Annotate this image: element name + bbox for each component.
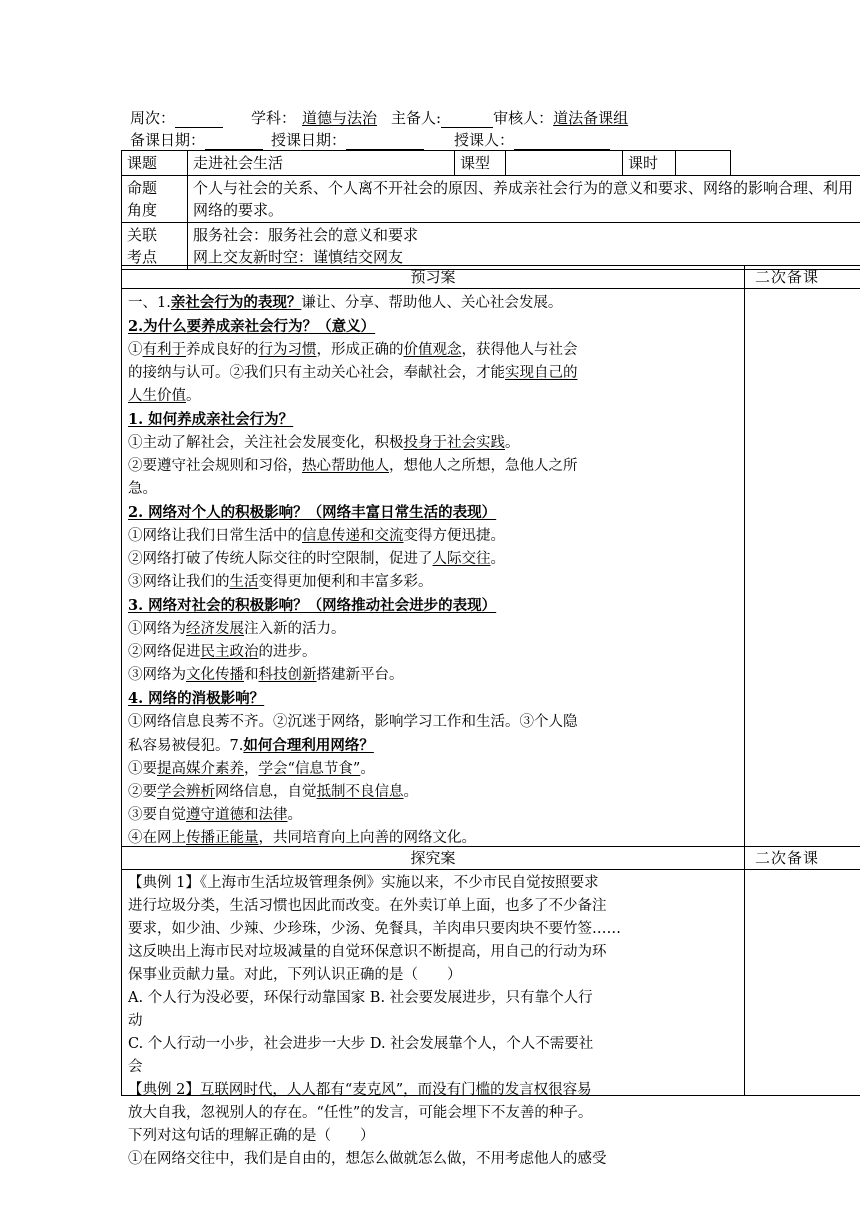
subject-value: 道德与法治	[302, 109, 378, 127]
topic-label: 课题	[122, 151, 188, 176]
preview-line	[128, 804, 738, 827]
type-value[interactable]	[506, 151, 623, 176]
preview-text: 有利于	[142, 342, 186, 358]
type-label: 课型	[455, 151, 506, 176]
preview-text: 2.为什么要养成亲社会行为？（意义）	[128, 318, 376, 335]
preview-line	[128, 781, 738, 804]
week-field[interactable]	[175, 111, 223, 128]
preview-line	[128, 385, 738, 408]
preview-text: 的接纳与认可。②我们只有主动关心社会，奉献社会，才能	[128, 365, 505, 381]
preview-text: ，	[244, 761, 259, 777]
preview-text: 人际交往	[432, 551, 491, 567]
explore-line: 动	[128, 1013, 143, 1029]
preview-title: 预习案	[122, 266, 745, 288]
preview-line	[128, 687, 738, 711]
explore-content	[122, 870, 745, 1167]
preview-text: 私容易被侵犯。7.	[128, 738, 244, 754]
preview-text: 养成良好的	[186, 342, 259, 358]
preview-text: 投身于社会实践	[403, 435, 505, 451]
preparer-field[interactable]	[441, 111, 493, 128]
preview-text: ②网络打破了传统人际交往的时空限制，促进了	[128, 551, 433, 567]
preview-text: ②要遵守社会规则和习俗，	[128, 458, 302, 474]
preview-text: 。	[490, 551, 505, 567]
week-label: 周次：	[130, 109, 176, 127]
preview-text: 一、1.	[128, 295, 171, 311]
preview-line	[128, 339, 738, 362]
preview-text: ④在网上	[128, 830, 186, 846]
preview-text: ，想他人之所想，急他人之所	[389, 458, 578, 474]
preview-text: 的进步。	[258, 644, 317, 660]
preview-text: 价值观念	[403, 342, 462, 358]
preview-text: ①要	[128, 761, 157, 777]
prep-date-label: 备课日期：	[130, 131, 206, 149]
teacher-field[interactable]	[514, 133, 610, 150]
reviewer-label: 审核人：	[493, 109, 554, 127]
preview-line	[128, 758, 738, 781]
preview-text: ①网络为	[128, 621, 186, 637]
preview-text: ③网络让我们的	[128, 574, 230, 590]
preview-text: 学会辨析	[157, 784, 215, 800]
preview-text: 。	[287, 807, 302, 823]
explore-line: 会	[128, 1059, 143, 1075]
preview-text: ②要	[128, 784, 157, 800]
angle-label: 命题 角度	[122, 176, 188, 223]
preview-text: 学会“信息节食”	[258, 761, 361, 777]
preview-line	[128, 291, 738, 315]
preview-text: 。	[505, 435, 520, 451]
preview-text: 网络信息，自觉	[215, 784, 317, 800]
teach-date-label: 授课日期：	[271, 131, 347, 149]
preview-line	[128, 711, 738, 734]
preview-text: 行为习惯	[258, 342, 317, 358]
preview-text: 科技创新	[258, 667, 317, 683]
preview-text: 变得方便迅捷。	[403, 528, 505, 544]
lesson-meta-table	[121, 150, 860, 270]
preview-text: 急。	[128, 481, 157, 497]
period-value[interactable]	[676, 151, 731, 176]
preview-text: ，获得他人与社会	[461, 342, 578, 358]
preview-text: 抵制不良信息	[316, 784, 404, 800]
explore-header	[122, 847, 860, 870]
preview-text: 注入新的活力。	[244, 621, 346, 637]
preview-line	[128, 525, 738, 548]
preview-header	[122, 266, 860, 289]
explore-side-title: 二次备课	[755, 849, 820, 867]
preview-line	[128, 548, 738, 571]
preview-text: 3. 网络对社会的积极影响？（网络推动社会进步的表现）	[128, 597, 497, 614]
explore-section	[121, 846, 860, 1167]
explore-notes-column[interactable]	[745, 870, 860, 1096]
preview-text: ①网络让我们日常生活中的	[128, 528, 302, 544]
preview-text: 搭建新平台。	[316, 667, 404, 683]
preview-text: 。	[186, 388, 201, 404]
teach-date-field[interactable]	[346, 133, 424, 150]
explore-line: 要求，如少油、少辣、少珍珠，少汤、免餐具，羊肉串只要肉块不要竹签……	[128, 921, 621, 937]
explore-line: 放大自我，忽视别人的存在。“任性”的发言，可能会埋下不友善的种子。	[128, 1105, 593, 1121]
explore-line: 【典例 1】《上海市生活垃圾管理条例》实施以来，不少市民自觉按照要求	[128, 875, 599, 891]
explore-line: 【典例 2】互联网时代，人人都有“麦克风”，而没有门槛的发言权很容易	[128, 1082, 592, 1098]
preview-text: 1. 如何养成亲社会行为？	[128, 411, 294, 428]
preview-text: 热心帮助他人	[302, 458, 389, 474]
preview-text: 2. 网络对个人的积极影响？（网络丰富日常生活的表现）	[128, 504, 497, 521]
preview-text: 4. 网络的消极影响？	[128, 690, 265, 707]
related-label: 关联 考点	[122, 223, 188, 270]
preview-text: 遵守道德和法律	[186, 807, 288, 823]
preview-line	[128, 734, 738, 758]
preview-text: 。	[360, 761, 375, 777]
preview-text: 传播正能量	[186, 830, 259, 846]
topic-value: 走进社会生活	[188, 151, 455, 176]
preview-text: 。	[403, 784, 418, 800]
explore-line: 下列对这句话的理解正确的是（ ）	[128, 1128, 375, 1144]
preview-text: 文化传播	[186, 667, 244, 683]
preview-text: 经济发展	[186, 621, 244, 637]
preview-line	[128, 408, 738, 432]
preview-text: ①	[128, 342, 143, 358]
preview-text: 如何合理利用网络？	[243, 737, 374, 754]
preview-content	[122, 289, 745, 847]
preview-line	[128, 618, 738, 641]
preview-line	[128, 664, 738, 687]
preview-text: 变得更加便利和丰富多彩。	[258, 574, 433, 590]
preview-line	[128, 455, 738, 478]
preview-line	[128, 362, 738, 385]
explore-title: 探究案	[122, 847, 745, 869]
preview-text: 生活	[229, 574, 259, 590]
explore-line: 这反映出上海市民对垃圾减量的自觉环保意识不断提高，用自己的行动为环	[128, 944, 607, 960]
related-value: 服务社会：服务社会的意义和要求 网上交友新时空：谨慎结交网友	[188, 223, 860, 270]
explore-line: 保事业贡献力量。对此，下列认识正确的是（ ）	[128, 967, 462, 983]
explore-line: ①在网络交往中，我们是自由的，想怎么做就怎么做，不用考虑他人的感受	[128, 1151, 607, 1167]
preview-line	[128, 571, 738, 594]
angle-value: 个人与社会的关系、个人离不开社会的原因、养成亲社会行为的意义和要求、网络的影响合理、利用网络的要求。	[188, 176, 860, 223]
preview-text: ③网络为	[128, 667, 186, 683]
preview-text: ②网络促进	[128, 644, 201, 660]
period-label: 课时	[623, 151, 676, 176]
preview-side-title: 二次备课	[755, 268, 820, 286]
preview-text: 民主政治	[200, 644, 259, 660]
preview-text: 人生价值	[128, 388, 186, 404]
explore-line: 进行垃圾分类，生活习惯也因此而改变。在外卖订单上面，也多了不少备注	[128, 898, 607, 914]
preview-line	[128, 432, 738, 455]
header-line-2	[130, 130, 610, 150]
preparer-label: 主备人:	[391, 109, 442, 127]
preview-line	[128, 641, 738, 664]
preview-text: ①主动了解社会，关注社会发展变化，积极	[128, 435, 404, 451]
preview-text: 亲社会行为的表现？	[170, 294, 302, 311]
preview-text: ③要自觉	[128, 807, 186, 823]
subject-label: 学科：	[251, 109, 297, 127]
preview-text: 谦让、分享、帮助他人、关心社会发展。	[301, 295, 563, 311]
preview-line	[128, 315, 738, 339]
teacher-label: 授课人：	[454, 131, 515, 149]
prep-date-field[interactable]	[205, 133, 263, 150]
reviewer-value: 道法备课组	[553, 109, 629, 127]
preview-text: 和	[244, 667, 259, 683]
preview-text: ①网络信息良莠不齐。②沉迷于网络，影响学习工作和生活。③个人隐	[128, 714, 578, 730]
preview-text: 提高媒介素养	[157, 761, 244, 777]
explore-line: C. 个人行动一小步，社会进步一大步 D. 社会发展靠个人，个人不需要社	[128, 1036, 594, 1052]
preview-notes-column[interactable]	[745, 289, 860, 847]
preview-text: ，形成正确的	[316, 342, 404, 358]
header-line-1	[130, 108, 652, 128]
preview-text: 信息传递和交流	[302, 528, 404, 544]
preview-text: 实现自己的	[505, 365, 578, 381]
explore-line: A. 个人行为没必要，环保行动靠国家 B. 社会要发展进步，只有靠个人行	[128, 990, 593, 1006]
preview-line	[128, 501, 738, 525]
preview-section	[121, 265, 860, 847]
preview-text: ，共同培育向上向善的网络文化。	[258, 830, 476, 846]
preview-line	[128, 478, 738, 501]
preview-line	[128, 594, 738, 618]
